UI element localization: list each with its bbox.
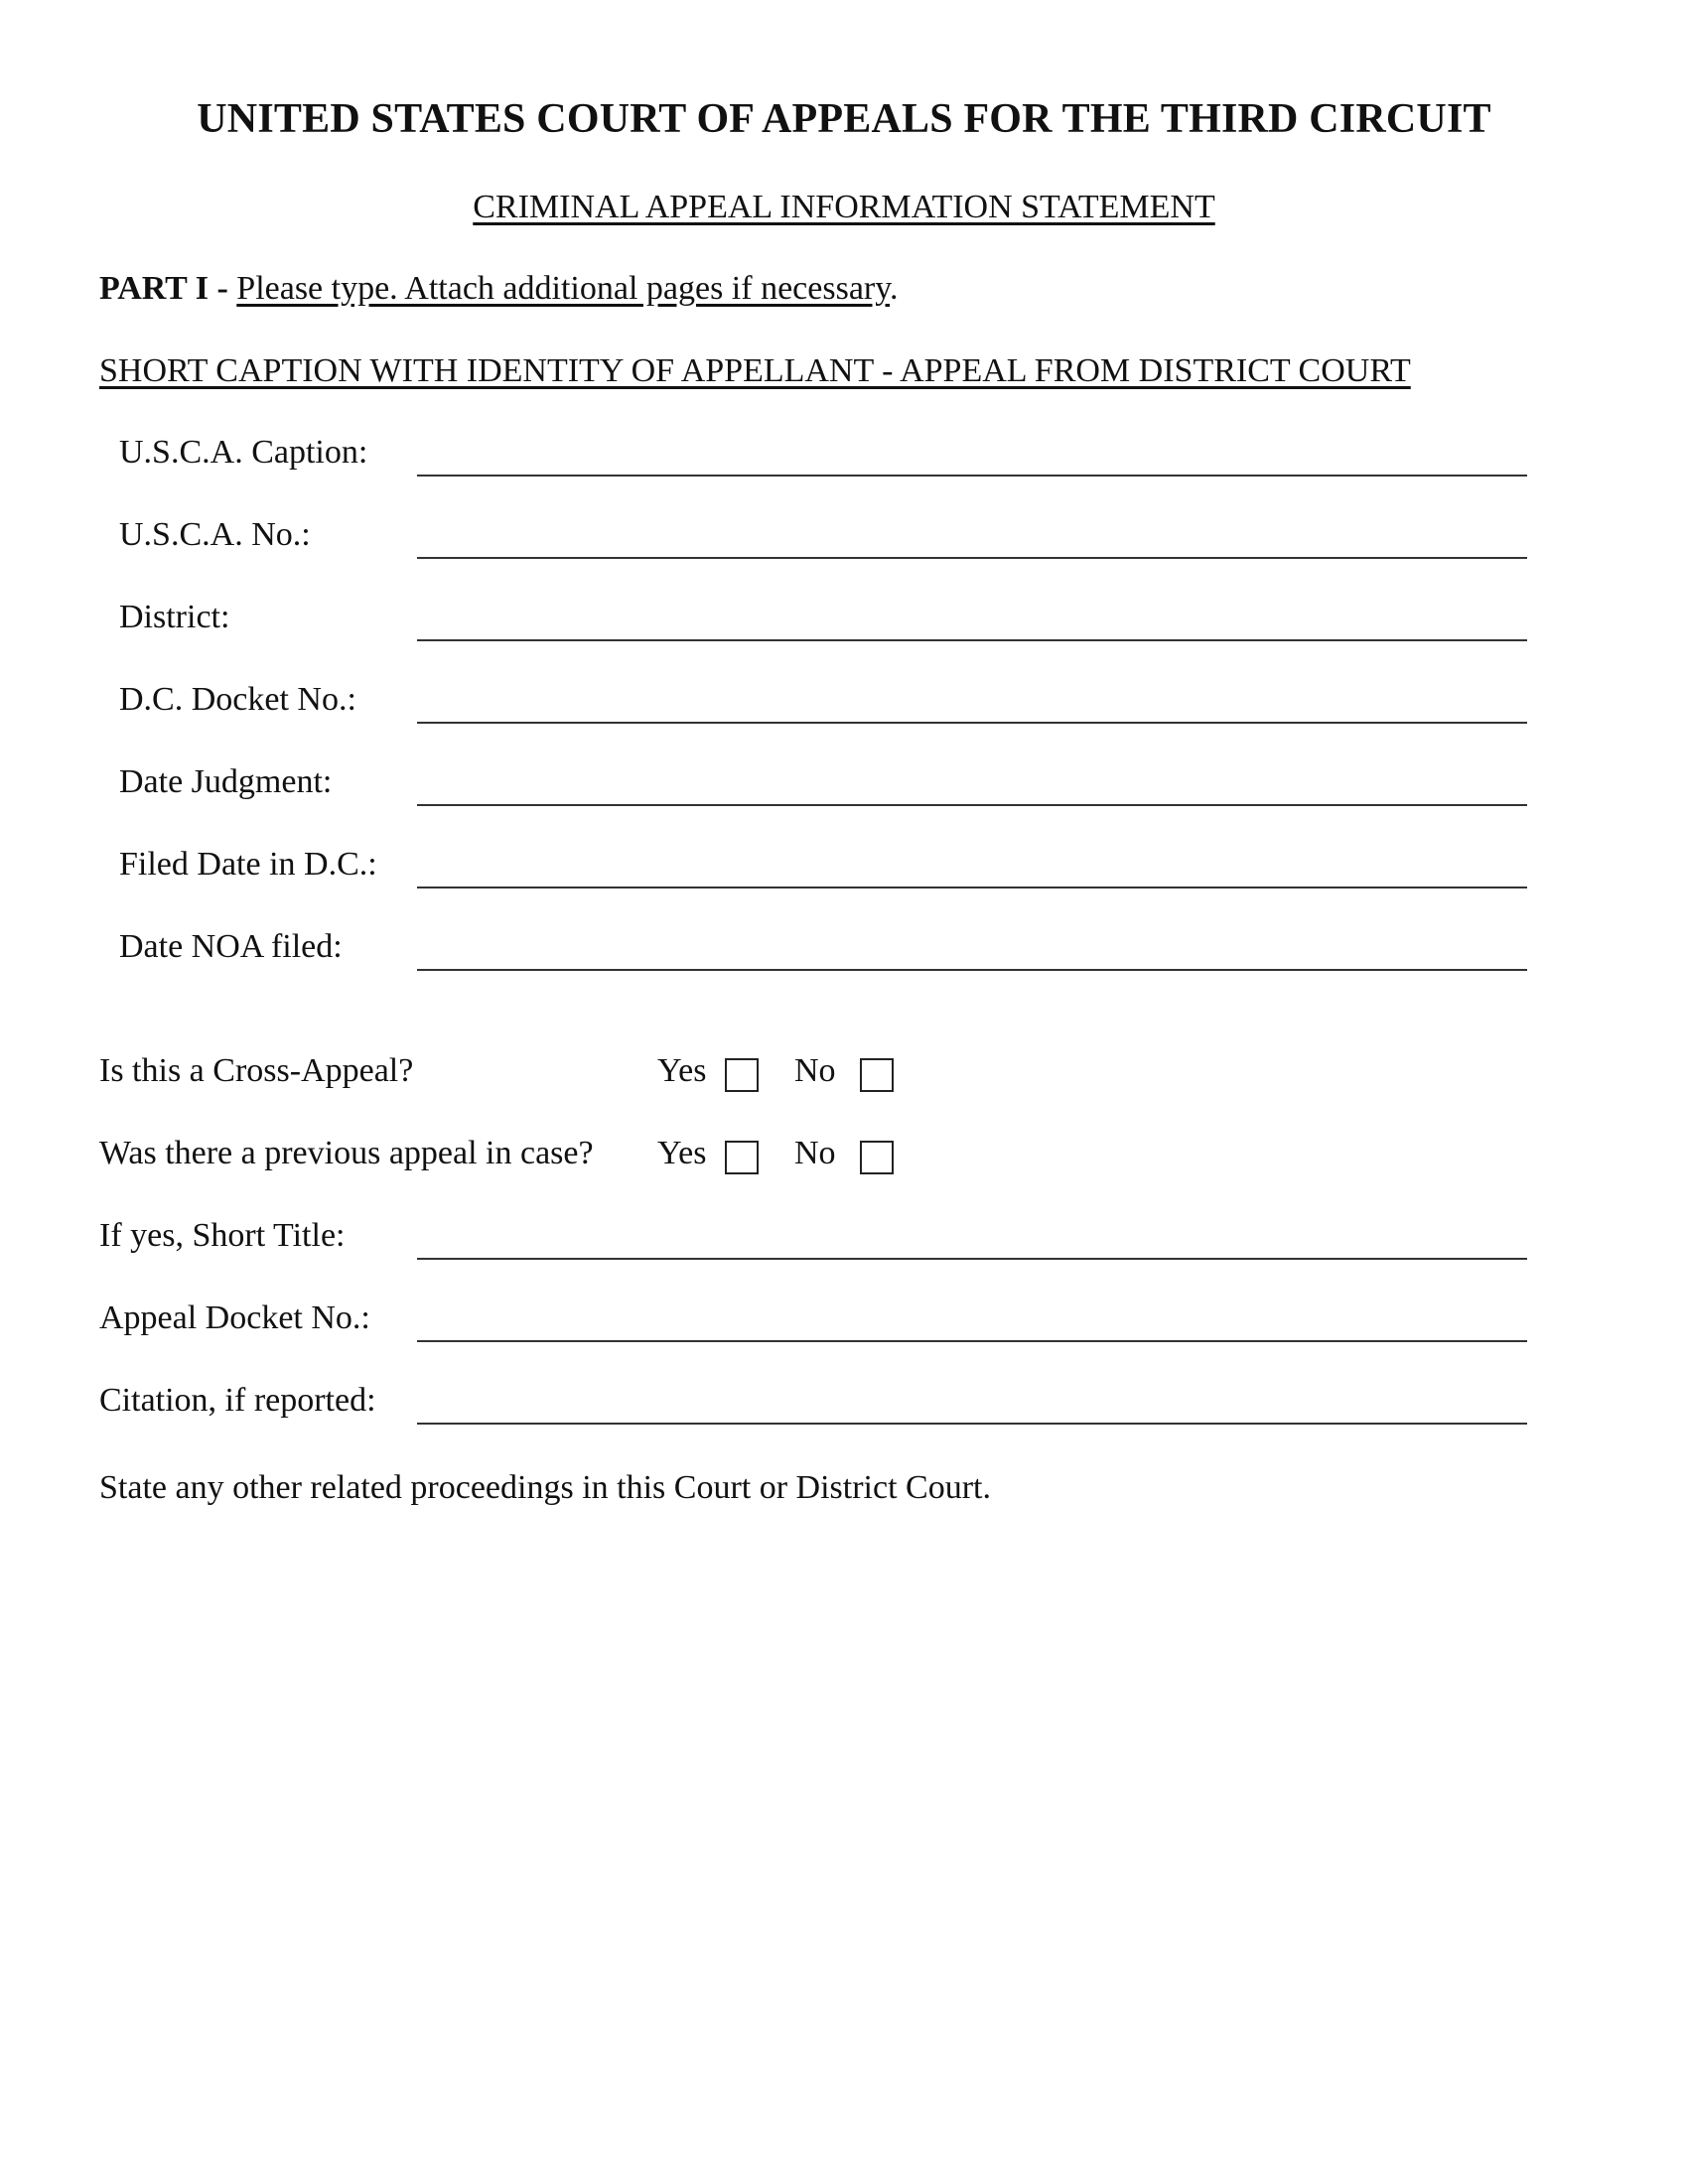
short-caption-heading: SHORT CAPTION WITH IDENTITY OF APPELLANT - APPEAL FROM DISTRICT COURT [99,352,1411,389]
previous-appeal-no-label: No [794,1135,836,1171]
part-one-prefix: PART I - [99,270,237,307]
previous-appeal-no-checkbox[interactable] [860,1141,894,1174]
form-title [0,189,1688,226]
citation-label: Citation, if reported: [99,1382,376,1419]
form-title-text: CRIMINAL APPEAL INFORMATION STATEMENT [473,189,1215,225]
part-one-instruction: Please type. Attach additional pages if necessary [236,270,891,307]
district-field[interactable] [417,604,1527,641]
appeal-docket-no-label: Appeal Docket No.: [99,1299,370,1336]
cross-appeal-question: Is this a Cross-Appeal? [99,1052,414,1089]
date-noa-filed-field[interactable] [417,933,1527,971]
filed-date-label: Filed Date in D.C.: [119,846,377,883]
usca-caption-field[interactable] [417,439,1527,477]
district-label: District: [119,599,230,635]
dc-docket-no-field[interactable] [417,686,1527,724]
usca-no-field[interactable] [417,521,1527,559]
cross-appeal-no-checkbox[interactable] [860,1058,894,1092]
usca-no-label: U.S.C.A. No.: [119,516,311,553]
short-title-label: If yes, Short Title: [99,1217,346,1254]
date-noa-filed-label: Date NOA filed: [119,928,343,965]
appeal-docket-no-field[interactable] [417,1304,1527,1342]
previous-appeal-question: Was there a previous appeal in case? [99,1135,594,1171]
part-one-period: . [890,270,899,307]
previous-appeal-yes-label: Yes [657,1135,707,1171]
dc-docket-no-label: D.C. Docket No.: [119,681,356,718]
date-judgment-field[interactable] [417,768,1527,806]
court-title: UNITED STATES COURT OF APPEALS FOR THE THIRD CIRCUIT [197,96,1491,142]
cross-appeal-yes-checkbox[interactable] [725,1058,759,1092]
date-judgment-label: Date Judgment: [119,763,333,800]
related-proceedings-prompt: State any other related proceedings in this Court or District Court. [99,1469,991,1506]
cross-appeal-yes-label: Yes [657,1052,707,1089]
part-one-line [99,270,899,308]
short-title-field[interactable] [417,1222,1527,1260]
previous-appeal-yes-checkbox[interactable] [725,1141,759,1174]
citation-field[interactable] [417,1387,1527,1425]
filed-date-field[interactable] [417,851,1527,888]
usca-caption-label: U.S.C.A. Caption: [119,434,368,471]
cross-appeal-no-label: No [794,1052,836,1089]
